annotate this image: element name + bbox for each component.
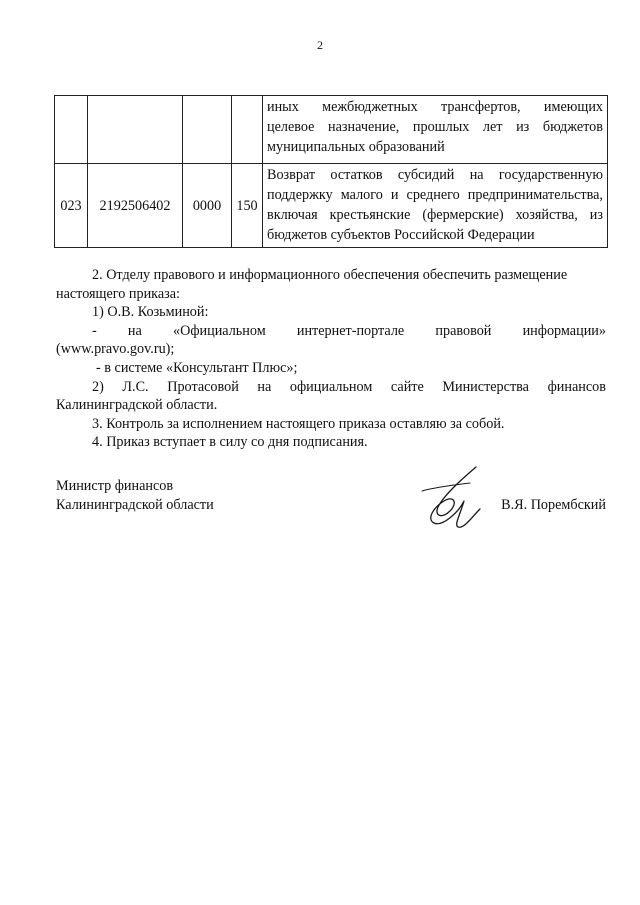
paragraph-2-continuation: настоящего приказа: (56, 285, 180, 302)
table-cell-description (263, 164, 608, 248)
budget-classification-table (54, 95, 608, 248)
table-cell-admin-code: 023 (55, 164, 88, 248)
table-row (55, 164, 608, 248)
paragraph-4: 4. Приказ вступает в силу со дня подписания. (92, 434, 368, 451)
description-line: целевое назначение, прошлых лет из бюджетов (267, 119, 603, 135)
table-cell-program-code (183, 96, 232, 164)
item-2-continuation: Калининградской области. (56, 397, 218, 414)
paragraph-2: 2. Отделу правового и информационного обеспечения обеспечить размещение (92, 267, 568, 283)
table-cell-kosgu-code (232, 96, 263, 164)
item-1: 1) О.В. Козьминой: (92, 304, 209, 321)
handwritten-signature (414, 461, 494, 535)
description-line: муниципальных образований (267, 139, 445, 155)
description-line: поддержку малого и среднего предпринимательства, (267, 187, 603, 203)
signature-block (56, 477, 606, 515)
table-cell-kosgu-code: 150 (232, 164, 263, 248)
table-cell-kbk-code: 2192506402 (88, 164, 183, 248)
table-cell-program-code: 0000 (183, 164, 232, 248)
signer-title: Министр финансов (56, 478, 174, 494)
table-cell-kbk-code (88, 96, 183, 164)
item-1a: - на «Официальном интернет-портале правовой информации» (92, 322, 606, 339)
table-row (55, 96, 608, 164)
description-line: включая крестьянские (фермерские) хозяйства, из (267, 207, 603, 223)
page-number: 2 (317, 38, 323, 52)
signer-region: Калининградской области (56, 497, 214, 513)
table-cell-admin-code (55, 96, 88, 164)
item-2: 2) Л.С. Протасовой на официальном сайте Министерства финансов (92, 378, 606, 395)
order-text (56, 266, 606, 452)
description-line: иных межбюджетных трансфертов, имеющих (267, 99, 603, 115)
signer-name: В.Я. Порембский (501, 497, 606, 513)
paragraph-3: 3. Контроль за исполнением настоящего приказа оставляю за собой. (92, 415, 505, 432)
description-line: Возврат остатков субсидий на государственную (267, 167, 603, 183)
description-line: бюджетов субъектов Российской Федерации (267, 227, 535, 243)
item-1a-continuation: (www.pravo.gov.ru); (56, 341, 175, 358)
table-cell-description (263, 96, 608, 164)
item-1b: - в системе «Консультант Плюс»; (96, 359, 298, 376)
